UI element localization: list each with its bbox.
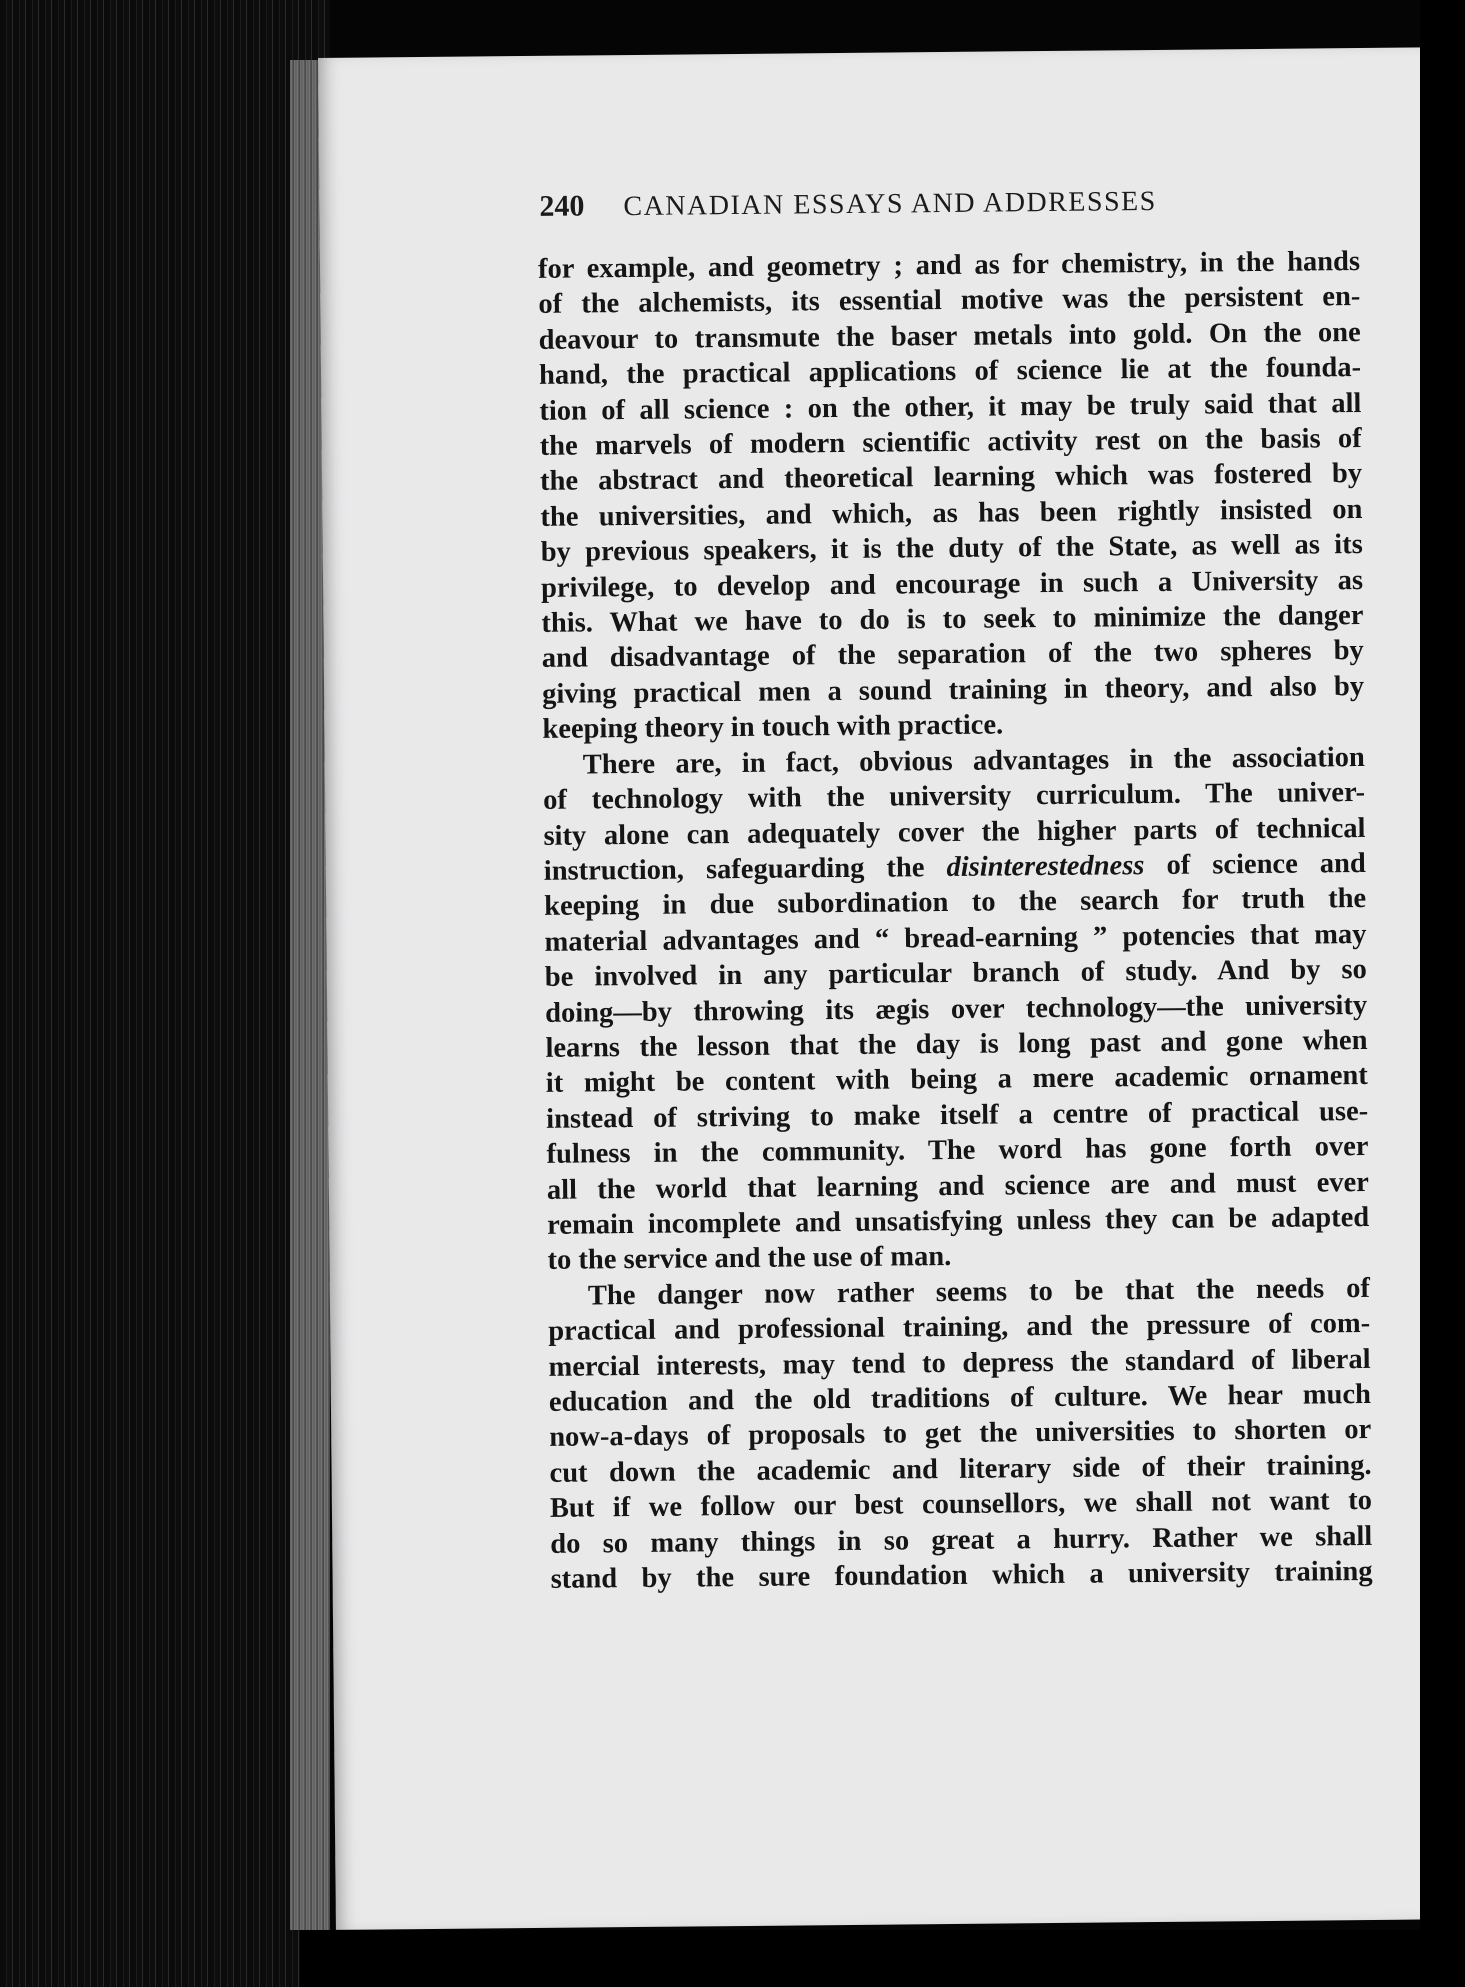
text-line: remain incomplete and unsatisfying unless they can be adapted xyxy=(547,1201,1370,1241)
italic-word: disinterestedness xyxy=(946,850,1145,883)
text-line: the abstract and theoretical learning which was fostered by xyxy=(539,458,1363,498)
running-title: CANADIAN ESSAYS AND ADDRESSES xyxy=(623,185,1157,223)
text-line: material advantages and “ bread-earning ” potencies that may xyxy=(544,918,1367,958)
paragraph-2 xyxy=(543,740,1370,1279)
text-line: keeping in due subordination to the search for truth the xyxy=(544,883,1367,923)
paragraph-1 xyxy=(538,244,1365,748)
text-line: the universities, and which, as has been rightly insisted on xyxy=(540,493,1363,533)
text-line: of the alchemists, its essential motive was the persistent en- xyxy=(538,281,1361,321)
text-line: now-a-days of proposals to get the universities to shorten or xyxy=(549,1414,1372,1454)
text-line: stand by the sure foundation which a university training xyxy=(550,1555,1373,1595)
text-line: tion of all science : on the other, it may be truly said that all xyxy=(539,387,1362,427)
text-line: sity alone can adequately cover the higher parts of technical xyxy=(543,812,1366,852)
text-line: to the service and the use of man. xyxy=(547,1241,952,1277)
page-sheet xyxy=(318,47,1444,1930)
text-line: and disadvantage of the separation of the two spheres by xyxy=(541,635,1364,675)
scan-right-border xyxy=(1420,0,1465,1987)
text-line: deavour to transmute the baser metals into gold. On the one xyxy=(538,316,1361,356)
book-page-edges xyxy=(0,0,330,1987)
text-line: mercial interests, may tend to depress the standard of liberal xyxy=(548,1343,1371,1383)
line-end: of science and xyxy=(1166,847,1366,881)
text-line: this. What we have to do is to seek to minimize the danger xyxy=(541,600,1364,639)
paragraph-3 xyxy=(548,1271,1373,1598)
text-line: The danger now rather seems to be that the needs of xyxy=(587,1272,1371,1312)
text-line: by previous speakers, it is the duty of the State, as well as its xyxy=(540,529,1363,569)
text-line: cut down the academic and literary side of their training. xyxy=(549,1449,1372,1489)
text-line: the marvels of modern scientific activity rest on the basis of xyxy=(539,423,1362,462)
text-line: privilege, to develop and encourage in such a University as xyxy=(540,564,1364,604)
text-line: But if we follow our best counsellors, we shall not want to xyxy=(549,1485,1373,1525)
text-line: There are, in fact, obvious advantages in the association xyxy=(582,741,1365,781)
text-line: it might be content with being a mere academic ornament xyxy=(545,1060,1368,1100)
text-line: giving practical men a sound training in theory, and also by xyxy=(541,670,1365,710)
text-line: education and the old traditions of culture. We hear much xyxy=(548,1378,1372,1418)
running-head xyxy=(539,183,1239,224)
text-line: of technology with the university curriculum. The univer- xyxy=(542,777,1366,816)
text-line: practical and professional training, and the pressure of com- xyxy=(548,1308,1371,1348)
text-line: for example, and geometry ; and as for chemistry, in the hands xyxy=(537,246,1361,285)
text-line: do so many things in so great a hurry. Rather we shall xyxy=(550,1520,1373,1560)
text-line: hand, the practical applications of science lie at the founda- xyxy=(538,352,1362,392)
scan-bottom-border xyxy=(300,1930,1465,1987)
line-start: instruction, safeguarding the xyxy=(543,852,925,887)
text-line: instead of striving to make itself a centre of practical use- xyxy=(546,1095,1369,1135)
body-text xyxy=(538,244,1373,1597)
text-line: keeping theory in touch with practice. xyxy=(542,709,1004,746)
text-line: be involved in any particular branch of study. And by so xyxy=(544,954,1367,993)
text-line: doing—by throwing its ægis over technology—the university xyxy=(545,989,1368,1029)
text-line: learns the lesson that the day is long past and gone when xyxy=(545,1024,1368,1064)
text-line: all the world that learning and science are and must ever xyxy=(546,1166,1369,1206)
page-number: 240 xyxy=(539,189,585,223)
text-line: fulness in the community. The word has gone forth over xyxy=(546,1131,1369,1171)
